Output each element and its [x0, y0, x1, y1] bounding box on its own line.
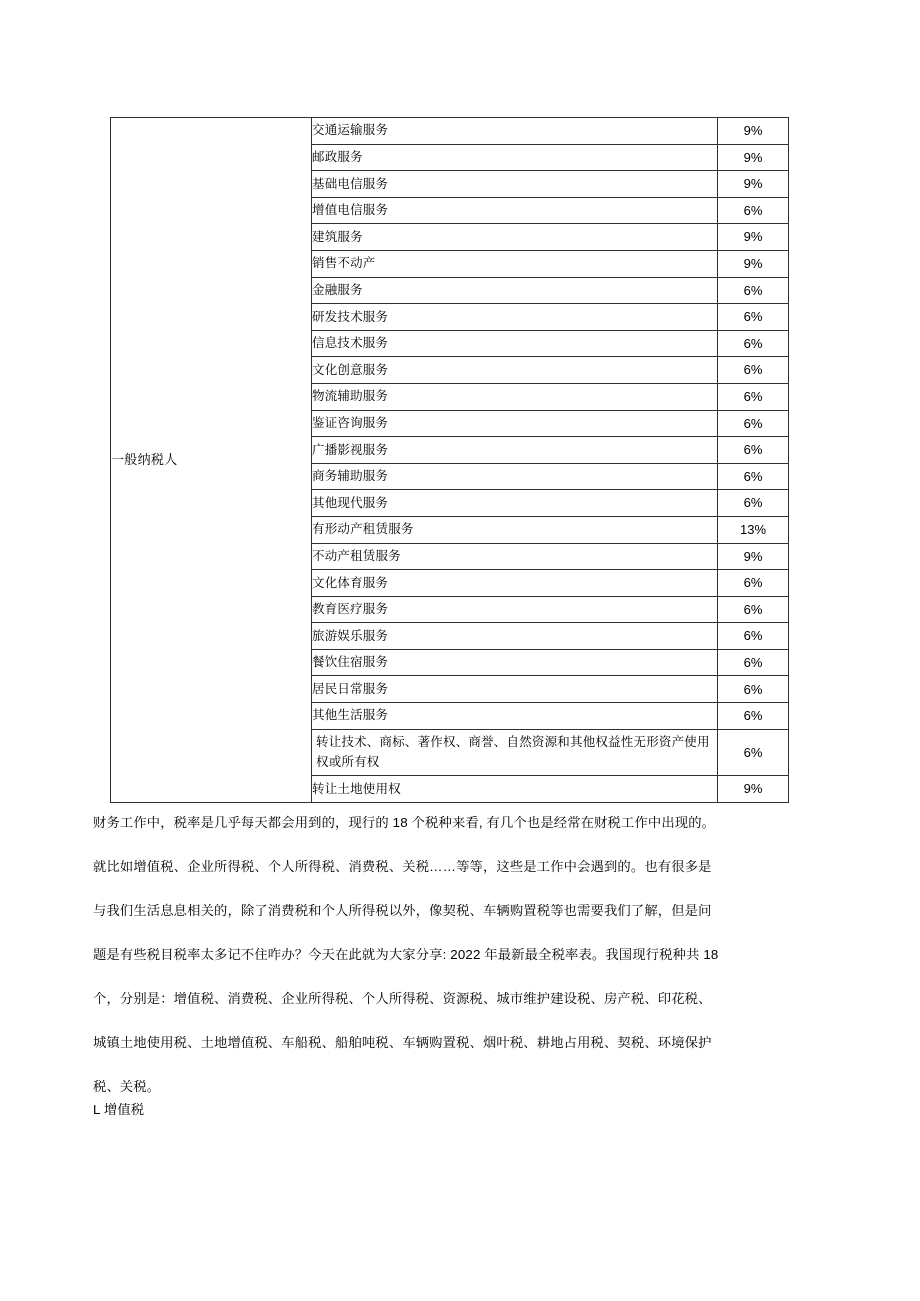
- tax-rate-cell: 9%: [718, 543, 789, 570]
- service-item-cell: 交通运输服务: [312, 118, 718, 145]
- service-item-cell: 研发技术服务: [312, 304, 718, 331]
- tax-rate-cell: 6%: [718, 490, 789, 517]
- tax-rate-cell: 6%: [718, 304, 789, 331]
- tax-rate-cell: 6%: [718, 676, 789, 703]
- service-item-cell: 旅游娱乐服务: [312, 623, 718, 650]
- service-item-cell: 有形动产租赁服务: [312, 516, 718, 543]
- service-item-cell: 基础电信服务: [312, 171, 718, 198]
- tax-rate-cell: 6%: [718, 623, 789, 650]
- paragraph-line: 城镇土地使用税、土地增值税、车船税、船舶吨税、车辆购置税、烟叶税、耕地占用税、契税、环境保护: [93, 1035, 712, 1050]
- tax-rate-cell: 6%: [718, 570, 789, 597]
- service-item-cell: 商务辅助服务: [312, 463, 718, 490]
- tax-rate-cell: 9%: [718, 171, 789, 198]
- tax-rate-cell: 9%: [718, 224, 789, 251]
- service-item-cell: 广播影视服务: [312, 437, 718, 464]
- tax-rate-cell: 9%: [718, 250, 789, 277]
- service-item-cell: 建筑服务: [312, 224, 718, 251]
- paragraph-line: 个，分别是：增值税、消费税、企业所得税、个人所得税、资源税、城市维护建设税、房产税、印花税、: [93, 991, 712, 1006]
- paragraph-line: 税、关税。: [93, 1079, 161, 1094]
- paragraph-line: 题是有些税目税率太多记不住咋办？今天在此就为大家分享: 2022 年最新最全税率表。我国现行税种共 18: [93, 947, 719, 962]
- tax-rate-cell: 6%: [718, 703, 789, 730]
- service-item-cell: 增值电信服务: [312, 197, 718, 224]
- service-item-cell: 转让技术、商标、著作权、商誉、自然资源和其他权益性无形资产使用权或所有权: [312, 729, 718, 776]
- section-heading-vat: L 增值税: [93, 1102, 145, 1117]
- service-item-cell: 物流辅助服务: [312, 383, 718, 410]
- tax-rate-cell: 6%: [718, 357, 789, 384]
- vat-rate-table: [110, 117, 789, 803]
- service-item-cell: 餐饮住宿服务: [312, 649, 718, 676]
- table-row: [111, 118, 789, 145]
- tax-rate-cell: 9%: [718, 776, 789, 803]
- tax-rate-cell: 6%: [718, 463, 789, 490]
- table-body: [111, 118, 789, 803]
- tax-rate-cell: 6%: [718, 330, 789, 357]
- tax-rate-cell: 6%: [718, 596, 789, 623]
- tax-rate-cell: 6%: [718, 277, 789, 304]
- paragraph-line: 就比如增值税、企业所得税、个人所得税、消费税、关税……等等，这些是工作中会遇到的。也有很多是: [93, 859, 712, 874]
- service-item-cell: 信息技术服务: [312, 330, 718, 357]
- paragraph-line: 财务工作中，税率是几乎每天都会用到的，现行的 18 个税种来看, 有几个也是经常在财税工作中出现的。: [93, 815, 716, 830]
- service-item-cell: 其他现代服务: [312, 490, 718, 517]
- tax-rate-cell: 6%: [718, 410, 789, 437]
- service-item-cell: 鉴证咨询服务: [312, 410, 718, 437]
- tax-rate-cell: 6%: [718, 383, 789, 410]
- service-item-cell: 销售不动产: [312, 250, 718, 277]
- service-item-cell: 不动产租赁服务: [312, 543, 718, 570]
- service-item-cell: 文化体育服务: [312, 570, 718, 597]
- vat-rate-table-container: [110, 117, 785, 803]
- service-item-cell: 教育医疗服务: [312, 596, 718, 623]
- tax-rate-cell: 9%: [718, 118, 789, 145]
- tax-rate-cell: 6%: [718, 649, 789, 676]
- tax-rate-cell: 6%: [718, 729, 789, 776]
- body-text-block: [93, 801, 848, 1109]
- service-item-cell: 居民日常服务: [312, 676, 718, 703]
- service-item-cell: 金融服务: [312, 277, 718, 304]
- service-item-cell: 转让土地使用权: [312, 776, 718, 803]
- service-item-cell: 邮政服务: [312, 144, 718, 171]
- tax-rate-cell: 6%: [718, 437, 789, 464]
- taxpayer-category-cell: 一般纳税人: [111, 118, 312, 803]
- tax-rate-cell: 6%: [718, 197, 789, 224]
- tax-rate-cell: 13%: [718, 516, 789, 543]
- tax-rate-cell: 9%: [718, 144, 789, 171]
- service-item-cell: 文化创意服务: [312, 357, 718, 384]
- paragraph-line: 与我们生活息息相关的，除了消费税和个人所得税以外，像契税、车辆购置税等也需要我们了解，但是问: [93, 903, 712, 918]
- service-item-cell: 其他生活服务: [312, 703, 718, 730]
